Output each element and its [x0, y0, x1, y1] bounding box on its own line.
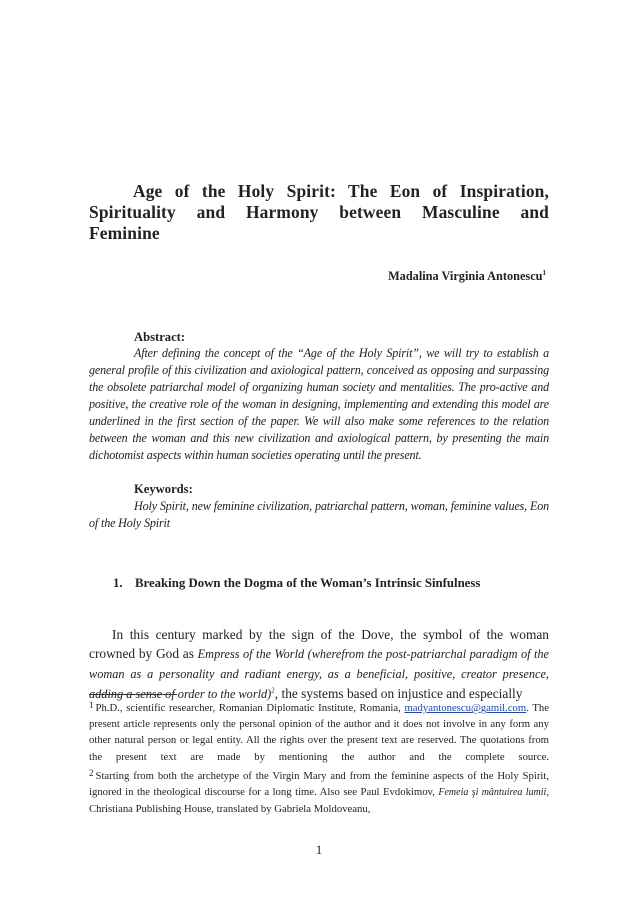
footnote-1-first-line-wrap [89, 697, 549, 765]
page-number: 1 [315, 842, 323, 857]
footnote-2-book-title: Femeia şi mântuirea lumii [438, 787, 547, 799]
section-title: Breaking Down the Dogma of the Woman’s Intrinsic Sinfulness [135, 576, 481, 590]
section-number: 1. [113, 576, 123, 590]
footnote-separator [89, 694, 177, 695]
keywords-heading: Keywords: [134, 482, 193, 496]
body-footnote-ref[interactable]: 2 [271, 686, 275, 695]
article-title: Age of the Holy Spirit: The Eon of Inspiration, Spirituality and Harmony between Masculine and Feminine [89, 181, 549, 243]
body-text-part2: , the systems based on injustice and especially [274, 686, 523, 701]
footnote-2-text-start: Starting from both the archetype of the Virgin Mary and from the feminine aspects of the Holy Spirit, ignored in the theological discourse for a long time. Also see Paul Evdokimov, [89, 769, 549, 799]
body-text-part1: In this century marked by the sign of the Dove, the symbol of the woman crowned by God as [89, 627, 549, 661]
body-italic-phrase: Empress of the World (wherefrom the post-patriarchal paradigm of the woman as a personality and radiant energy, as a beneficial, positive, creator presence, adding a sense of order to the world) [89, 647, 550, 701]
author-footnote-ref[interactable]: 1 [542, 268, 546, 277]
footnotes [89, 697, 549, 817]
body-paragraph [89, 625, 549, 704]
author-name: Madalina Virginia Antonescu [388, 269, 543, 283]
footnote-1-text-start: Ph.D., scientific researcher, Romanian Diplomatic Institute, Romania, [95, 702, 405, 714]
section-heading [113, 576, 480, 591]
footnote-1-text-end: . The present article represents only the personal opinion of the author and it does not involve in any form any other natural person or legal entity. All the rights over the present text are reserved. The quotations from the present text are made by mentioning the author and the complete source. [89, 702, 549, 763]
abstract-text: After defining the concept of the “Age of the Holy Spirit”, we will try to establish a general profile of this civilization and axiological pattern, conceived as opposing and surpassing the obsolete patriarchal model of organizing human society and mentalities. The pro-active and positive, the creative role of the woman in designing, implementing and extending this model are underlined in the first section of the paper. We will also make some references to the relation between the woman and this new civilization and axiological pattern, by presenting the main dichotomist aspects within human societies operating until the present. [89, 346, 549, 462]
author-email-link[interactable]: madyantonescu@gamil.com [404, 702, 527, 714]
author-line [388, 269, 546, 284]
footnote-1 [89, 697, 549, 765]
abstract-heading: Abstract: [134, 330, 186, 344]
footnote-2-text-end: , Christiana Publishing House, translated by Gabriela Moldoveanu, [89, 786, 549, 816]
footnote-2-mark: 2 [89, 767, 94, 778]
footnote-2 [89, 765, 549, 818]
footnote-1-mark: 1 [89, 700, 94, 710]
keywords-text: Holy Spirit, new feminine civilization, patriarchal pattern, woman, feminine values, Eon of the Holy Spirit [89, 499, 549, 530]
